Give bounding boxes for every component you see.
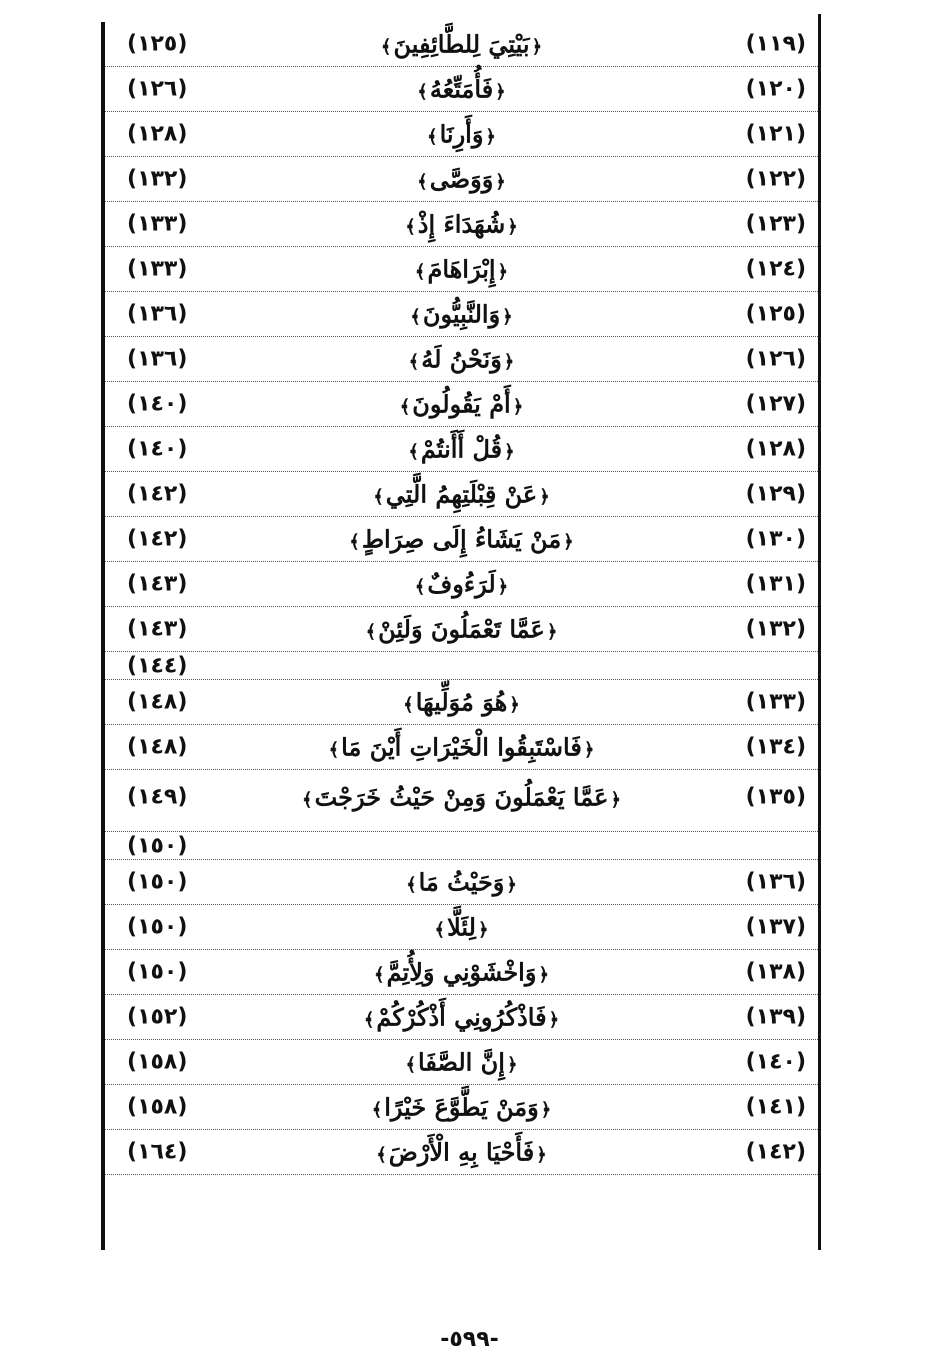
word-text: وَمَنْ يَطَّوَّعَ خَيْرًا (384, 1092, 539, 1122)
table-row (105, 832, 818, 860)
table-row (105, 472, 818, 517)
quran-word (425, 120, 498, 149)
verse-number: (١٣٧) (745, 914, 806, 940)
table-row (105, 337, 818, 382)
quran-word (370, 1093, 554, 1122)
quran-word (406, 435, 516, 464)
word-text: إِبْرَاهَامَ (427, 254, 496, 284)
ornate-bracket-open-icon: ﴾ (376, 1144, 387, 1166)
table-row (105, 22, 818, 67)
verse-number: (١٢١) (745, 121, 806, 147)
word-text: قُلْ أَأَنتُمْ (420, 434, 503, 464)
table-row (105, 905, 818, 950)
verse-number: (١٢٩) (745, 481, 806, 507)
page-reference: (١٥٠) (127, 833, 188, 858)
ornate-bracket-open-icon: ﴾ (405, 1054, 417, 1076)
page-reference: (١٤٩) (127, 784, 188, 810)
verse-number: (١٤١) (745, 1094, 806, 1120)
ornate-bracket-open-icon: ﴾ (374, 964, 385, 986)
table-row (105, 112, 818, 157)
word-text: وَوَصَّى (429, 164, 494, 194)
ornate-bracket-close-icon: ﴿ (477, 919, 489, 941)
word-text: فَاسْتَبِقُوا الْخَيْرَاتِ أَيْنَ مَا (341, 732, 582, 762)
page-reference: (١٤٢) (127, 526, 188, 552)
ornate-bracket-open-icon: ﴾ (406, 874, 417, 896)
verse-number: (١٣٥) (745, 784, 806, 810)
word-text: لَرَءُوفٌ (427, 569, 496, 599)
quran-word (364, 615, 560, 644)
ornate-bracket-open-icon: ﴾ (365, 621, 377, 643)
ornate-bracket-open-icon: ﴾ (410, 306, 421, 328)
table-row (105, 427, 818, 472)
page-reference: (١٦٤) (127, 1139, 188, 1165)
ornate-bracket-open-icon: ﴾ (403, 694, 414, 716)
quran-word (404, 868, 519, 897)
page-reference: (١٤٢) (127, 481, 188, 507)
ornate-bracket-close-icon: ﴿ (506, 1054, 518, 1076)
ornate-bracket-close-icon: ﴿ (506, 874, 517, 896)
ornate-bracket-close-icon: ﴿ (610, 789, 621, 811)
word-text: إِنَّ الصَّفَا (418, 1047, 505, 1077)
page-reference: (١٥٠) (127, 959, 188, 985)
quran-word (403, 210, 520, 239)
table-row (105, 382, 818, 427)
ornate-bracket-open-icon: ﴾ (399, 396, 411, 418)
table-row (105, 607, 818, 652)
page-reference: (١٣٣) (127, 211, 188, 237)
quran-word (415, 165, 508, 194)
table-row (105, 517, 818, 562)
word-text: فَأُمَتِّعُهُ (429, 74, 494, 104)
page-reference: (١٥٠) (127, 914, 188, 940)
ornate-bracket-close-icon: ﴿ (497, 261, 509, 283)
page-reference: (١٥٨) (127, 1049, 188, 1075)
quran-word (300, 783, 623, 812)
page-reference: (١٤٠) (127, 391, 188, 417)
page-reference: (١٥٨) (127, 1094, 188, 1120)
quran-word (404, 1048, 520, 1077)
word-text: وَحَيْثُ مَا (418, 867, 505, 897)
verse-number: (١٣٦) (745, 869, 806, 895)
ornate-bracket-close-icon: ﴿ (536, 1144, 547, 1166)
ornate-bracket-close-icon: ﴿ (563, 531, 574, 553)
quran-word (371, 480, 552, 509)
ornate-bracket-close-icon: ﴿ (504, 441, 515, 463)
ornate-bracket-close-icon: ﴿ (512, 396, 524, 418)
ornate-bracket-close-icon: ﴿ (531, 36, 543, 58)
table-row (105, 292, 818, 337)
page-reference: (١٥٠) (127, 869, 188, 895)
verse-number: (١٢٦) (745, 346, 806, 372)
ornate-bracket-close-icon: ﴿ (540, 1099, 552, 1121)
right-border-rule (818, 14, 821, 1250)
verse-number: (١٤٠) (745, 1049, 806, 1075)
table-row (105, 67, 818, 112)
page-reference: (١٤٤) (127, 653, 188, 678)
ornate-bracket-open-icon: ﴾ (408, 351, 420, 373)
word-text: أَمْ يَقُولُونَ (412, 389, 511, 419)
ornate-bracket-open-icon: ﴾ (414, 261, 426, 283)
quran-word (398, 390, 526, 419)
ornate-bracket-close-icon: ﴿ (485, 126, 496, 148)
ornate-bracket-open-icon: ﴾ (417, 81, 428, 103)
verse-number: (١٢٢) (745, 166, 806, 192)
verse-number: (١٣٠) (745, 526, 806, 552)
ornate-bracket-close-icon: ﴿ (495, 171, 506, 193)
ornate-bracket-open-icon: ﴾ (417, 171, 428, 193)
quran-word (433, 913, 491, 942)
quran-word (413, 255, 510, 284)
ornate-bracket-close-icon: ﴿ (503, 351, 515, 373)
verse-number: (١٢٥) (745, 301, 806, 327)
ornate-bracket-close-icon: ﴿ (495, 81, 506, 103)
ornate-bracket-open-icon: ﴾ (349, 531, 360, 553)
table-row (105, 1130, 818, 1175)
page-number: -٥٩٩- (440, 1327, 499, 1352)
ornate-bracket-open-icon: ﴾ (427, 126, 438, 148)
table-row (105, 995, 818, 1040)
word-text: هُوَ مُوَلِّيهَا (415, 687, 508, 717)
quran-word (407, 345, 517, 374)
word-text: عَمَّا تَعْمَلُونَ وَلَئِنْ (378, 614, 545, 644)
quran-word (327, 733, 597, 762)
ornate-bracket-close-icon: ﴿ (497, 576, 509, 598)
ornate-bracket-close-icon: ﴿ (539, 486, 550, 508)
quran-word (415, 75, 507, 104)
word-text: بَيْتِيَ لِلطَّائِفِينَ (393, 29, 530, 59)
ornate-bracket-close-icon: ﴿ (583, 739, 595, 761)
page-reference: (١٣٦) (127, 346, 188, 372)
page-reference: (١٣٣) (127, 256, 188, 282)
verse-number: (١٣٣) (745, 689, 806, 715)
ornate-bracket-close-icon: ﴿ (538, 964, 549, 986)
quran-word (408, 300, 514, 329)
verse-number: (١٣٩) (745, 1004, 806, 1030)
verse-number: (١٣٤) (745, 734, 806, 760)
quran-word (362, 1003, 561, 1032)
word-text: وَاخْشَوْنِي وَلِأُتِمَّ (386, 957, 537, 987)
page-reference: (١٤٨) (127, 689, 188, 715)
verse-number: (١٤٢) (745, 1139, 806, 1165)
word-text: فَاذْكُرُونِي أَذْكُرْكُمْ (376, 1002, 547, 1032)
ornate-bracket-open-icon: ﴾ (408, 441, 419, 463)
table-row (105, 157, 818, 202)
ornate-bracket-open-icon: ﴾ (363, 1009, 375, 1031)
ornate-bracket-close-icon: ﴿ (507, 216, 518, 238)
page-reference: (١٤٠) (127, 436, 188, 462)
quran-word (413, 570, 510, 599)
word-text: وَأَرِنَا (439, 119, 484, 149)
quran-word (347, 525, 575, 554)
word-text: فَأَحْيَا بِهِ الْأَرْضَ (388, 1137, 535, 1167)
ornate-bracket-open-icon: ﴾ (380, 36, 392, 58)
verse-number: (١٣٢) (745, 616, 806, 642)
word-text: شُهَدَاءَ إِذْ (417, 209, 506, 239)
word-text: مَنْ يَشَاءُ إِلَى صِرَاطٍ (361, 524, 562, 554)
ornate-bracket-close-icon: ﴿ (548, 1009, 560, 1031)
table-row (105, 202, 818, 247)
page-reference: (١٤٣) (127, 616, 188, 642)
ornate-bracket-close-icon: ﴿ (546, 621, 558, 643)
table-row (105, 950, 818, 995)
ornate-bracket-close-icon: ﴿ (509, 694, 520, 716)
verse-number: (١٢٠) (745, 76, 806, 102)
page-reference: (١٢٥) (127, 31, 188, 57)
page-reference: (١٣٦) (127, 301, 188, 327)
table-row (105, 1040, 818, 1085)
table-row (105, 680, 818, 725)
word-text: وَالنَّبِيُّونَ (422, 299, 501, 329)
page-reference: (١٤٨) (127, 734, 188, 760)
verse-number: (١٣٨) (745, 959, 806, 985)
verse-number: (١٢٣) (745, 211, 806, 237)
ornate-bracket-open-icon: ﴾ (414, 576, 426, 598)
word-text: عَنْ قِبْلَتِهِمُ الَّتِي (385, 479, 538, 509)
quran-word (372, 958, 551, 987)
page-reference: (١٢٦) (127, 76, 188, 102)
ornate-bracket-open-icon: ﴾ (302, 789, 313, 811)
ornate-bracket-open-icon: ﴾ (434, 919, 446, 941)
verse-number: (١١٩) (745, 31, 806, 57)
word-text: وَنَحْنُ لَهُ (421, 344, 502, 374)
page-reference: (١٣٢) (127, 166, 188, 192)
verse-number: (١٣١) (745, 571, 806, 597)
verse-number: (١٢٤) (745, 256, 806, 282)
table-row (105, 652, 818, 680)
page-reference: (١٤٣) (127, 571, 188, 597)
quran-word (374, 1138, 549, 1167)
ornate-bracket-open-icon: ﴾ (328, 739, 340, 761)
verse-number: (١٢٨) (745, 436, 806, 462)
page-reference: (١٥٢) (127, 1004, 188, 1030)
page-reference: (١٢٨) (127, 121, 188, 147)
table-row (105, 770, 818, 832)
table-row (105, 562, 818, 607)
ornate-bracket-close-icon: ﴿ (502, 306, 513, 328)
quran-word (401, 688, 522, 717)
table-row (105, 860, 818, 905)
verse-number: (١٢٧) (745, 391, 806, 417)
word-text: عَمَّا يَعْمَلُونَ وَمِنْ حَيْثُ خَرَجْتَ (314, 782, 609, 812)
table-row (105, 1085, 818, 1130)
ornate-bracket-open-icon: ﴾ (373, 486, 384, 508)
ornate-bracket-open-icon: ﴾ (371, 1099, 383, 1121)
quran-word (379, 30, 544, 59)
table-row (105, 247, 818, 292)
ornate-bracket-open-icon: ﴾ (405, 216, 416, 238)
table-row (105, 725, 818, 770)
index-table (105, 22, 818, 1175)
word-text: لِئَلَّا (447, 912, 476, 942)
